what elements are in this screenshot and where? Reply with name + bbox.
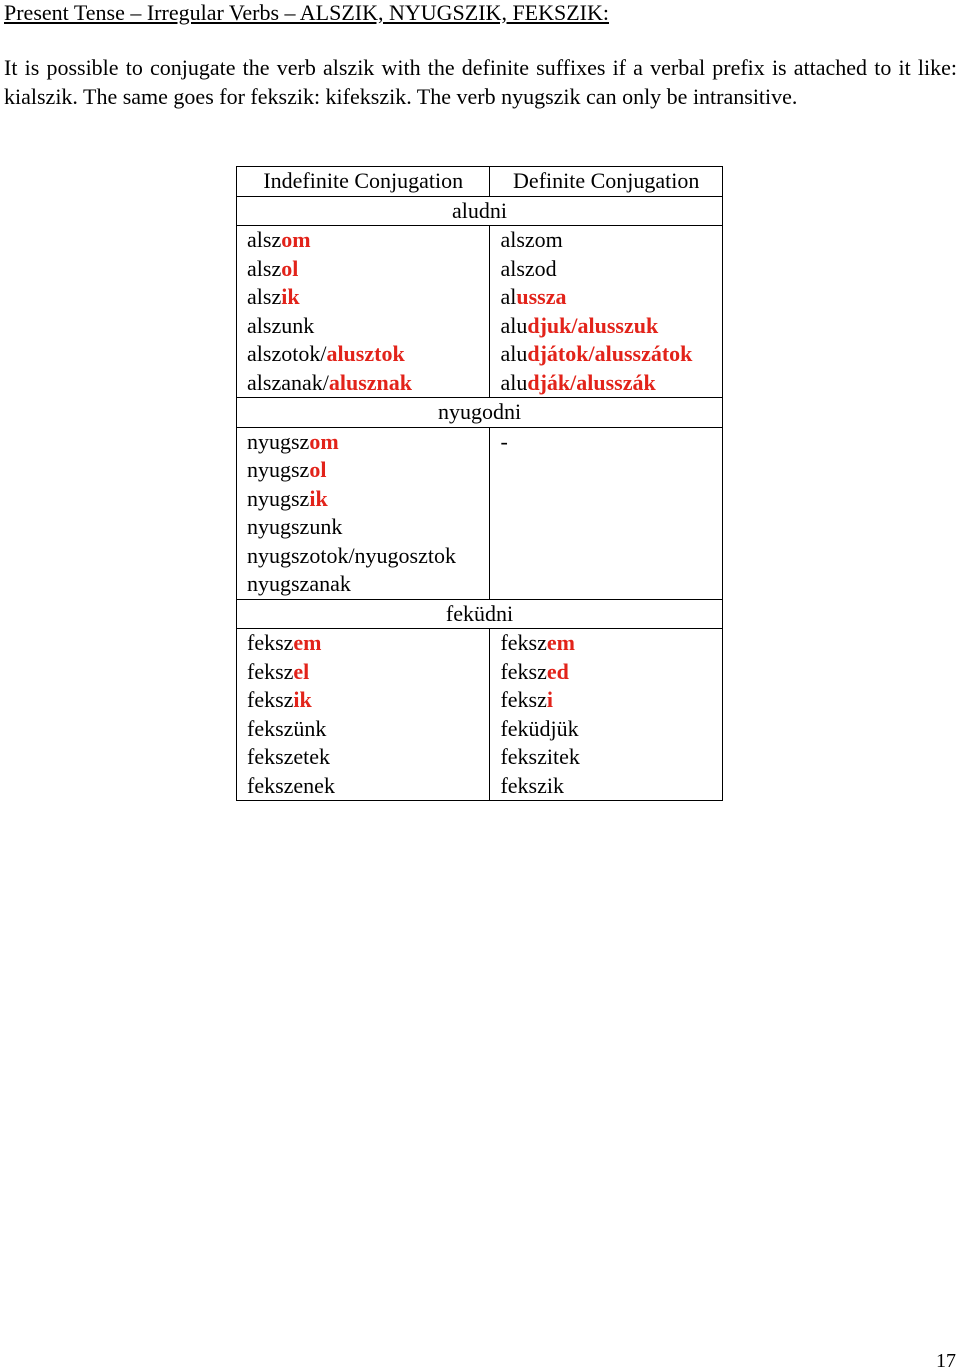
stem-text: nyugszotok/nyugosztok [247, 542, 456, 568]
indefinite-form [247, 255, 489, 284]
stem-text: alszom [500, 227, 563, 252]
suffix-highlight: el [293, 658, 310, 684]
verb-row [237, 196, 723, 226]
verb-infinitive: aludni [237, 196, 723, 226]
indefinite-form [247, 629, 489, 658]
stem-text: feksz [500, 687, 547, 712]
indefinite-form [247, 715, 489, 744]
table-header-row [237, 167, 723, 197]
conjugation-body [237, 196, 723, 801]
definite-form [500, 340, 722, 369]
indefinite-form [247, 570, 489, 599]
indefinite-header: Indefinite Conjugation [237, 167, 490, 197]
stem-text: alu [500, 369, 528, 395]
suffix-highlight: alusznak [328, 369, 413, 395]
verb-infinitive: nyugodni [237, 398, 723, 428]
definite-forms [490, 629, 723, 801]
suffix-highlight: dják/alusszák [527, 369, 656, 395]
suffix-highlight: djuk/alusszuk [527, 312, 659, 338]
indefinite-forms [237, 629, 490, 801]
indefinite-form [247, 743, 489, 772]
indefinite-forms [237, 226, 490, 398]
forms-row [237, 226, 723, 398]
stem-text: nyugsz [247, 428, 310, 454]
indefinite-form [247, 542, 489, 571]
suffix-highlight: djátok/alusszátok [527, 341, 693, 366]
suffix-highlight: em [546, 630, 575, 655]
stem-text: feküdjük [500, 715, 579, 741]
definite-form [500, 629, 722, 658]
suffix-highlight: om [309, 428, 339, 454]
stem-text: feksz [500, 658, 547, 684]
forms-row [237, 427, 723, 599]
suffix-highlight: ol [309, 457, 327, 482]
intro-paragraph: It is possible to conjugate the verb alszik with the definite suffixes if a verbal prefix is attached to it like: kialszik. The same goes for fekszik: kifekszik. The verb nyugszik can only be intransitive. [4, 55, 957, 109]
indefinite-form [247, 428, 489, 457]
page-number: 17 [936, 1350, 956, 1372]
indefinite-forms [237, 427, 490, 599]
suffix-highlight: om [281, 227, 311, 252]
suffix-highlight: ed [546, 658, 569, 684]
indefinite-form [247, 456, 489, 485]
definite-header: Definite Conjugation [490, 167, 723, 197]
stem-text: feksz [247, 630, 294, 655]
forms-row [237, 629, 723, 801]
stem-text: alszotok/ [247, 341, 327, 366]
suffix-highlight: ol [281, 255, 299, 281]
indefinite-form [247, 686, 489, 715]
stem-text: nyugszanak [247, 571, 351, 596]
verb-row [237, 398, 723, 428]
definite-form [500, 428, 722, 457]
indefinite-form [247, 658, 489, 687]
definite-form [500, 312, 722, 341]
stem-text: nyugsz [247, 457, 310, 482]
indefinite-form [247, 340, 489, 369]
stem-text: alu [500, 341, 528, 366]
definite-forms [490, 427, 723, 599]
conjugation-table [236, 166, 723, 801]
suffix-highlight: alusztok [326, 341, 405, 366]
suffix-highlight: em [293, 630, 322, 655]
stem-text: feksz [247, 687, 294, 712]
suffix-highlight: i [546, 687, 554, 712]
definite-form [500, 255, 722, 284]
suffix-highlight: ussza [516, 284, 567, 309]
stem-text: fekszetek [247, 744, 331, 769]
definite-form [500, 686, 722, 715]
verb-row [237, 599, 723, 629]
suffix-highlight: ik [281, 284, 300, 309]
stem-text: nyugsz [247, 485, 310, 511]
definite-form [500, 658, 722, 687]
definite-form [500, 715, 722, 744]
definite-form [500, 283, 722, 312]
indefinite-form [247, 226, 489, 255]
indefinite-form [247, 772, 489, 801]
stem-text: alsz [247, 227, 282, 252]
indefinite-form [247, 369, 489, 398]
stem-text: feksz [500, 630, 547, 655]
definite-form [500, 226, 722, 255]
stem-text: fekszik [500, 772, 564, 798]
indefinite-form [247, 283, 489, 312]
stem-text: - [500, 428, 508, 454]
stem-text: alu [500, 312, 528, 338]
indefinite-form [247, 312, 489, 341]
suffix-highlight: ik [309, 485, 328, 511]
definite-forms [490, 226, 723, 398]
stem-text: fekszitek [500, 744, 580, 769]
stem-text: alszunk [247, 312, 315, 338]
definite-form [500, 743, 722, 772]
indefinite-form [247, 485, 489, 514]
definite-form [500, 772, 722, 801]
stem-text: alsz [247, 255, 282, 281]
stem-text: alszanak/ [247, 369, 329, 395]
page-heading: Present Tense – Irregular Verbs – ALSZIK, NYUGSZIK, FEKSZIK: [4, 0, 610, 25]
stem-text: nyugszunk [247, 514, 343, 539]
stem-text: fekszenek [247, 772, 335, 798]
definite-form [500, 369, 722, 398]
stem-text: alsz [247, 284, 282, 309]
stem-text: alszod [500, 255, 557, 281]
stem-text: al [500, 284, 517, 309]
indefinite-form [247, 513, 489, 542]
verb-infinitive: feküdni [237, 599, 723, 629]
suffix-highlight: ik [293, 687, 312, 712]
stem-text: feksz [247, 658, 294, 684]
stem-text: fekszünk [247, 715, 327, 741]
